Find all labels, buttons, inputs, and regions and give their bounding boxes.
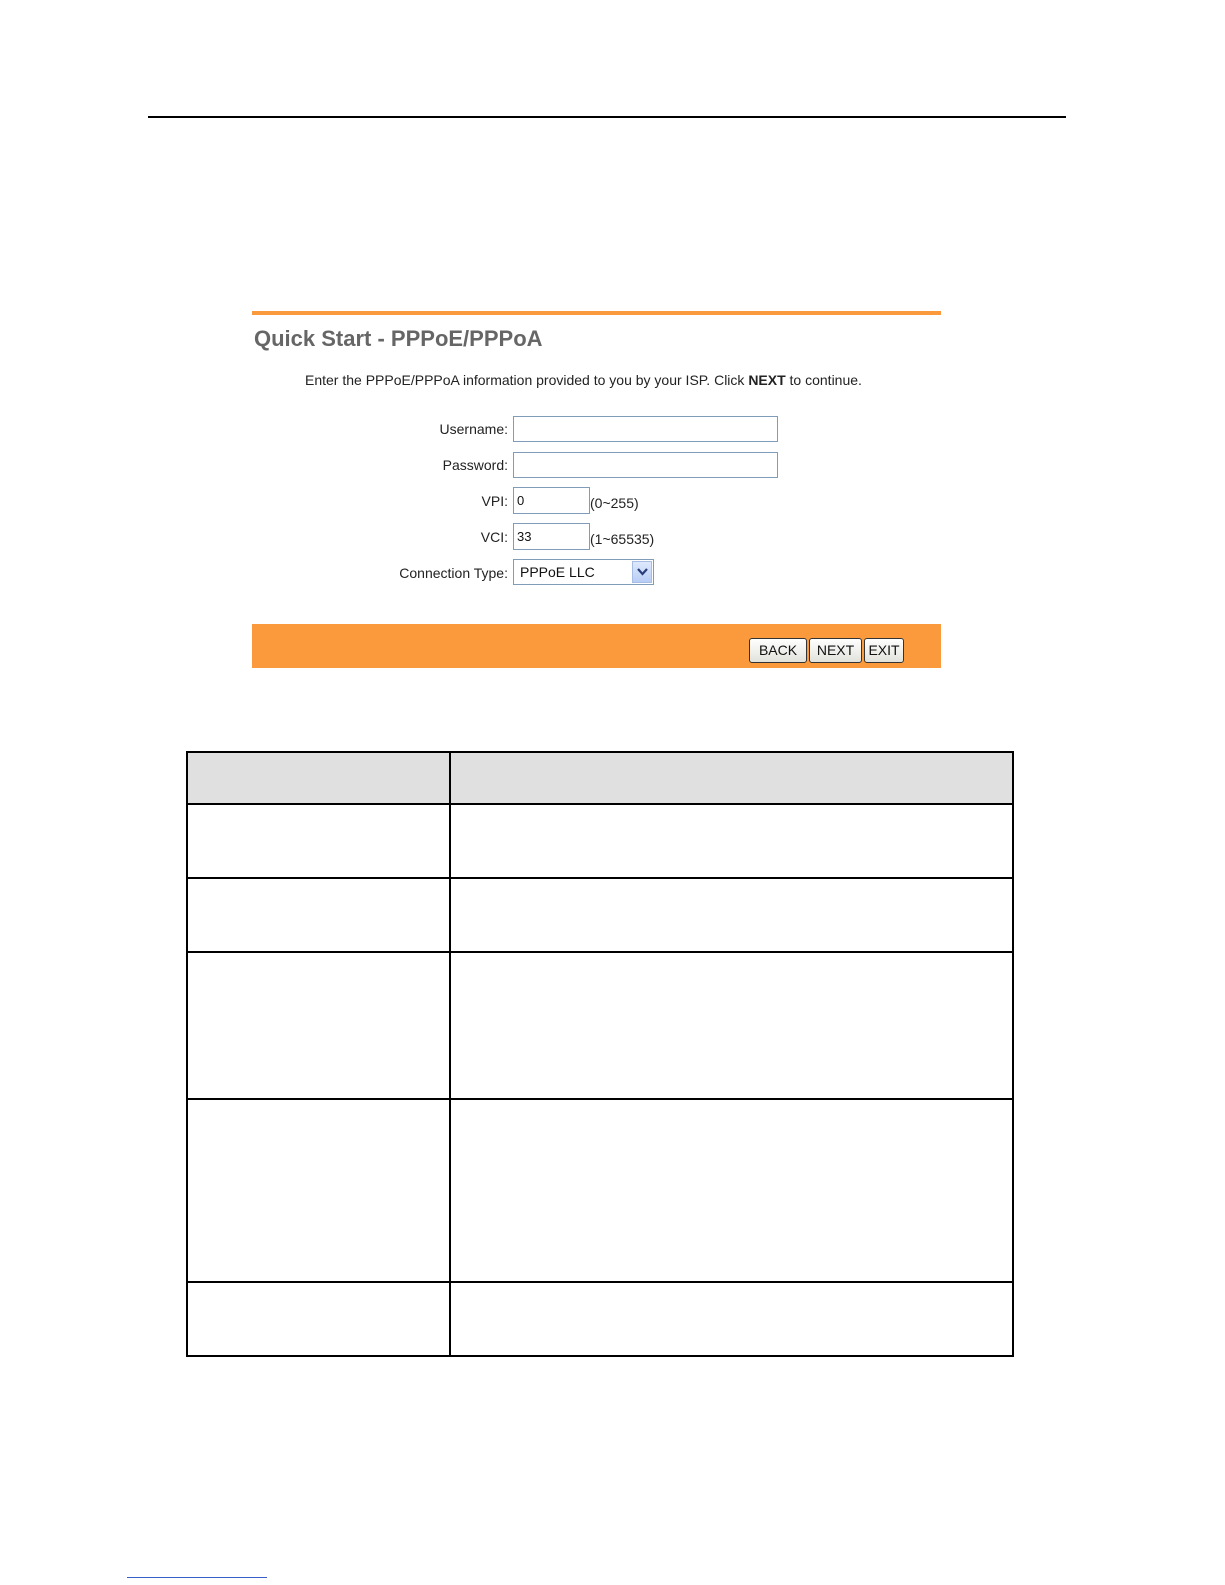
password-row [252, 451, 941, 479]
panel-footer-bar [252, 624, 941, 668]
vpi-input[interactable] [513, 487, 590, 514]
intro-text-next: NEXT [748, 372, 786, 388]
table-cell [450, 878, 1013, 952]
username-input[interactable] [513, 416, 778, 442]
table-row [187, 804, 1013, 878]
description-table [186, 751, 1014, 1357]
exit-button[interactable]: EXIT [864, 638, 904, 663]
table-row [187, 952, 1013, 1099]
table-header-cell [187, 752, 450, 804]
next-button[interactable]: NEXT [809, 638, 862, 663]
page-title: Quick Start - PPPoE/PPPoA [254, 326, 543, 351]
vci-range-hint: (1~65535) [590, 531, 655, 547]
table-cell [187, 1282, 450, 1356]
footer-link-underline [127, 1577, 267, 1578]
password-label: Password: [442, 457, 508, 473]
chevron-down-icon[interactable] [632, 561, 652, 583]
table-cell [187, 952, 450, 1099]
vpi-row [252, 487, 941, 515]
panel-top-bar [252, 311, 941, 315]
intro-text-end: to continue. [785, 372, 862, 388]
table-header-cell [450, 752, 1013, 804]
vci-input[interactable] [513, 523, 590, 550]
table-cell [187, 804, 450, 878]
connection-type-label: Connection Type: [399, 565, 508, 581]
intro-text [305, 372, 862, 388]
password-input[interactable] [513, 452, 778, 478]
table-cell [450, 952, 1013, 1099]
vpi-label: VPI: [481, 493, 508, 509]
quick-start-panel [252, 311, 941, 668]
vci-row [252, 523, 941, 551]
username-row [252, 415, 941, 443]
intro-text-start: Enter the PPPoE/PPPoA information provided to you by your ISP. Click [305, 372, 749, 388]
table-row [187, 878, 1013, 952]
connection-type-row [252, 559, 941, 587]
table-cell [187, 878, 450, 952]
table-cell [450, 804, 1013, 878]
username-label: Username: [439, 421, 508, 437]
table-row [187, 1099, 1013, 1282]
table-cell [450, 1099, 1013, 1282]
page-header-rule [148, 116, 1066, 118]
table-cell [187, 1099, 450, 1282]
table-header-row [187, 752, 1013, 804]
vci-label: VCI: [480, 529, 508, 545]
table-row [187, 1282, 1013, 1356]
connection-type-value: PPPoE LLC [520, 564, 595, 580]
vpi-range-hint: (0~255) [590, 495, 639, 511]
back-button[interactable]: BACK [749, 638, 807, 663]
connection-type-select[interactable] [513, 559, 654, 585]
table-cell [450, 1282, 1013, 1356]
